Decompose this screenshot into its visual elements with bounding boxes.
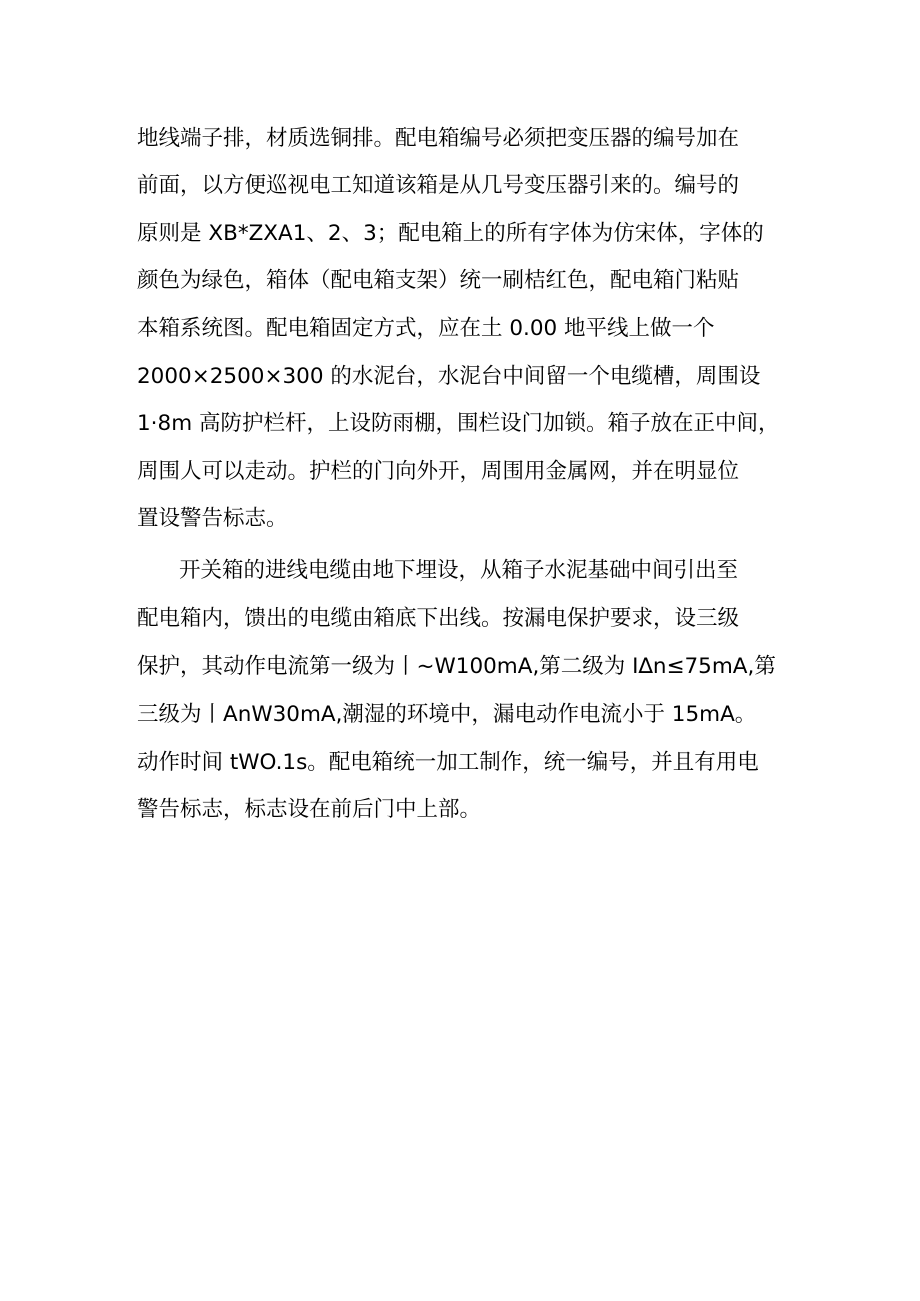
paragraph-first-line: 开关箱的进线电缆由地下埋设，从箱子水泥基础中间引出至	[179, 558, 739, 583]
text-line: 警告标志，标志设在前后门中上部。	[137, 797, 482, 822]
text-line: 前面，以方便巡视电工知道该箱是从几号变压器引来的。编号的	[137, 173, 740, 198]
text-line: 原则是 XB*ZXA1、2、3；配电箱上的所有字体为仿宋体，字体的	[137, 221, 764, 246]
text-line: 本箱系统图。配电箱固定方式，应在土 0.00 地平线上做一个	[137, 316, 715, 341]
text-line: 地线端子排，材质选铜排。配电箱编号必须把变压器的编号加在	[137, 126, 740, 151]
text-line: 三级为丨AnW30mA,潮湿的环境中，漏电动作电流小于 15mA。	[137, 702, 757, 727]
text-line: 颜色为绿色，箱体（配电箱支架）统一刷桔红色，配电箱门粘贴	[137, 268, 740, 293]
text-line: 2000×2500×300 的水泥台，水泥台中间留一个电缆槽，周围设	[137, 364, 761, 389]
text-line: 置设警告标志。	[137, 506, 288, 531]
text-line: 1·8m 高防护栏杆，上设防雨棚，围栏设门加锁。箱子放在正中间，	[137, 411, 780, 436]
text-line: 配电箱内，馈出的电缆由箱底下出线。按漏电保护要求，设三级	[137, 606, 740, 631]
text-line: 保护，其动作电流第一级为丨~W100mA,第二级为 I∆n≤75mA,第	[137, 654, 776, 679]
text-line: 周围人可以走动。护栏的门向外开，周围用金属网，并在明显位	[137, 459, 740, 484]
text-line: 动作时间 tWO.1s。配电箱统一加工制作，统一编号，并且有用电	[137, 750, 759, 775]
